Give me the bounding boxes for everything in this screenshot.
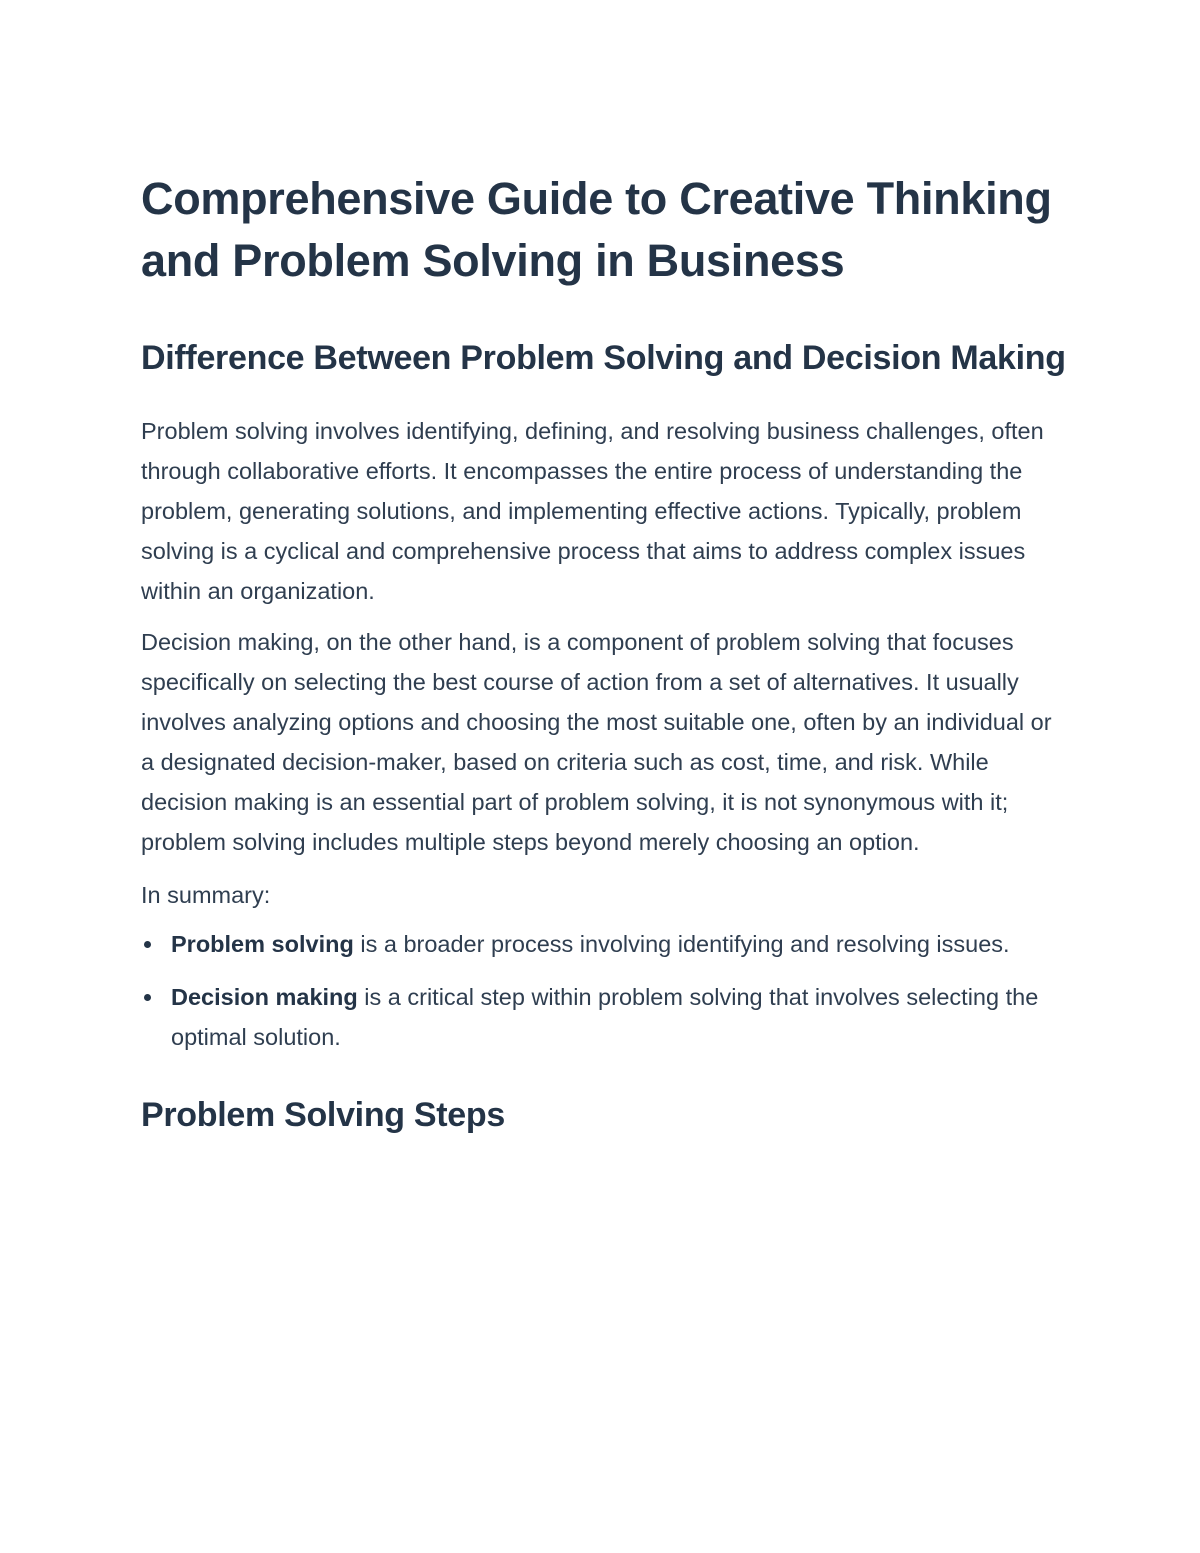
section-heading-steps: Problem Solving Steps	[141, 1096, 505, 1134]
section-heading-difference: Difference Between Problem Solving and Decision Making	[141, 339, 1066, 377]
paragraph-decision-making: Decision making, on the other hand, is a component of problem solving that focuses specifically on selecting the best course of action from a set of alternatives. It usually involves analyzing options and choosing the most suitable one, often by an individual or a designated decision-maker, based on criteria such as cost, time, and risk. While decision making is an essential part of problem solving, it is not synonymous with it; problem solving includes multiple steps beyond merely choosing an option.	[141, 629, 1052, 855]
list-item	[141, 924, 1066, 964]
list-item-text: is a critical step within problem solving that involves selecting the optimal solution.	[171, 984, 1039, 1050]
paragraph-problem-solving: Problem solving involves identifying, defining, and resolving business challenges, often through collaborative efforts. It encompasses the entire process of understanding the problem, generating solutions, and implementing effective actions. Typically, problem solving is a cyclical and comprehensive process that aims to address complex issues within an organization.	[141, 418, 1044, 604]
list-item-term: Decision making	[171, 984, 358, 1010]
bullet-icon	[144, 941, 151, 948]
document-page	[141, 168, 1066, 1143]
list-item-text: is a broader process involving identifying and resolving issues.	[353, 931, 1010, 957]
bullet-icon	[144, 994, 151, 1001]
summary-list	[141, 924, 1066, 1057]
summary-intro: In summary:	[141, 882, 271, 908]
list-item	[141, 977, 1066, 1057]
document-title: Comprehensive Guide to Creative Thinking and Problem Solving in Business	[141, 173, 1052, 286]
list-item-term: Problem solving	[171, 931, 354, 957]
